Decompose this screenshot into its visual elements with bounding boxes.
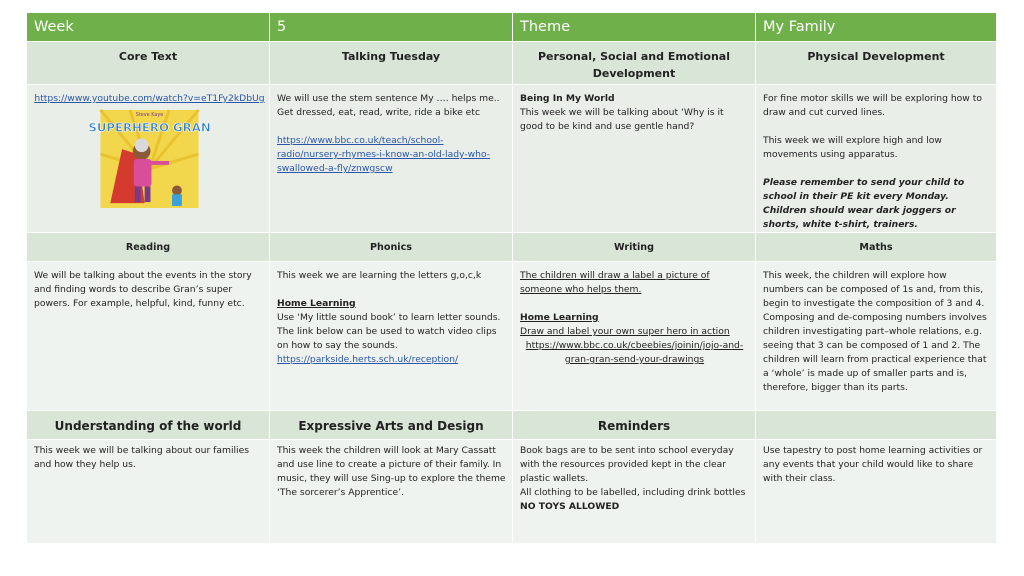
tapestry-cell [756,440,997,544]
reminders-text2: All clothing to be labelled, including drink bottles [520,487,746,498]
talking-line1: We will use the stem sentence My …. helps me.. [277,93,500,104]
maths-text: This week, the children will explore how numbers can be composed of 1s and, from this, begin to investigate the composition of 3 and 4. Composing and de-composing numbers involves children investigating part–whole relations, e.g. seeing that 3 can be composed of 1 and 2. The children will learn from practical experience that a ‘whole’ is made up of smaller parts and is, therefore, bigger than its parts. [763,270,987,393]
book-author: Steve Kaye [135,111,164,118]
pse-cell [513,85,756,233]
physical-pe-reminder: Please remember to send your child to school in their PE kit every Monday. Children should wear dark joggers or shorts, white t-shirt, trainers. [763,177,965,230]
theme-value: My Family [756,13,997,42]
pse-title: Being In My World [520,93,615,104]
bbc-school-radio-link[interactable]: https://www.bbc.co.uk/teach/school-radio/nursery-rhymes-i-know-an-old-lady-who-swallowed-a-fly/znwgscw [277,135,491,174]
phonics-home-learning-title: Home Learning [277,298,356,309]
no-toys-allowed: NO TOYS ALLOWED [520,501,620,512]
writing-cell [513,262,756,411]
reminders-cell [513,440,756,544]
tapestry-text: Use tapestry to post home learning activities or any events that your child would like to share with their class. [763,445,983,484]
physical-p1: For fine motor skills we will be exploring how to draw and cut curved lines. [763,93,982,118]
phonics-cell [270,262,513,411]
weekly-plan-table [27,13,997,544]
talking-tuesday-cell [270,85,513,233]
pse-text: This week we will be talking about ‘Why is it good to be kind and use gentle hand? [520,107,724,132]
core-text-cell [27,85,270,233]
heading-pse: Personal, Social and Emotional Development [513,42,756,85]
heading-writing: Writing [513,233,756,262]
understanding-text: This week we will be talking about our families and how they help us. [34,445,250,470]
phonics-p2: Use ‘My little sound book’ to learn letter sounds. The link below can be used to watch video clips on how to say the sounds. [277,312,501,351]
week-value: 5 [270,13,513,42]
theme-label: Theme [513,13,756,42]
cbeebies-drawings-link[interactable]: https://www.bbc.co.uk/cbeebies/joinin/jojo-and-gran-gran-send-your-drawings [525,340,744,365]
heading-understanding-world: Understanding of the world [27,411,270,440]
heading-reminders: Reminders [513,411,756,440]
heading-physical: Physical Development [756,42,997,85]
core-text-youtube-link[interactable]: https://www.youtube.com/watch?v=eT1Fy2kDbUg [34,93,265,104]
physical-cell [756,85,997,233]
writing-p1: The children will draw a label a picture of someone who helps them. [520,270,710,295]
heading-maths: Maths [756,233,997,262]
reminders-text: Book bags are to be sent into school everyday with the resources provided kept in the clear plastic wallets. [520,445,734,484]
week-label: Week [27,13,270,42]
understanding-cell [27,440,270,544]
heading-blank [756,411,997,440]
talking-line2: Get dressed, eat, read, write, ride a bike etc [277,107,480,118]
heading-reading: Reading [27,233,270,262]
arts-text: This week the children will look at Mary Cassatt and use line to create a picture of their family. In music, they will use Sing-up to explore the theme ‘The sorcerer’s Apprentice’. [277,445,506,498]
heading-expressive-arts: Expressive Arts and Design [270,411,513,440]
book-title: SUPERHERO GRAN [88,120,211,135]
writing-home-learning-title: Home Learning [520,312,599,323]
reading-text: We will be talking about the events in the story and finding words to describe Gran’s super powers. For example, helpful, kind, funny etc. [34,270,252,309]
arts-cell [270,440,513,544]
maths-cell [756,262,997,411]
heading-phonics: Phonics [270,233,513,262]
superhero-gran-book-cover [88,110,211,208]
heading-core-text: Core Text [27,42,270,85]
reading-cell [27,262,270,411]
physical-p2: This week we will explore high and low movements using apparatus. [763,135,942,160]
phonics-p1: This week we are learning the letters g,o,c,k [277,270,482,281]
heading-talking-tuesday: Talking Tuesday [270,42,513,85]
writing-p2: Draw and label your own super hero in action [520,326,730,337]
parkside-reception-link[interactable]: https://parkside.herts.sch.uk/reception/ [277,354,459,365]
